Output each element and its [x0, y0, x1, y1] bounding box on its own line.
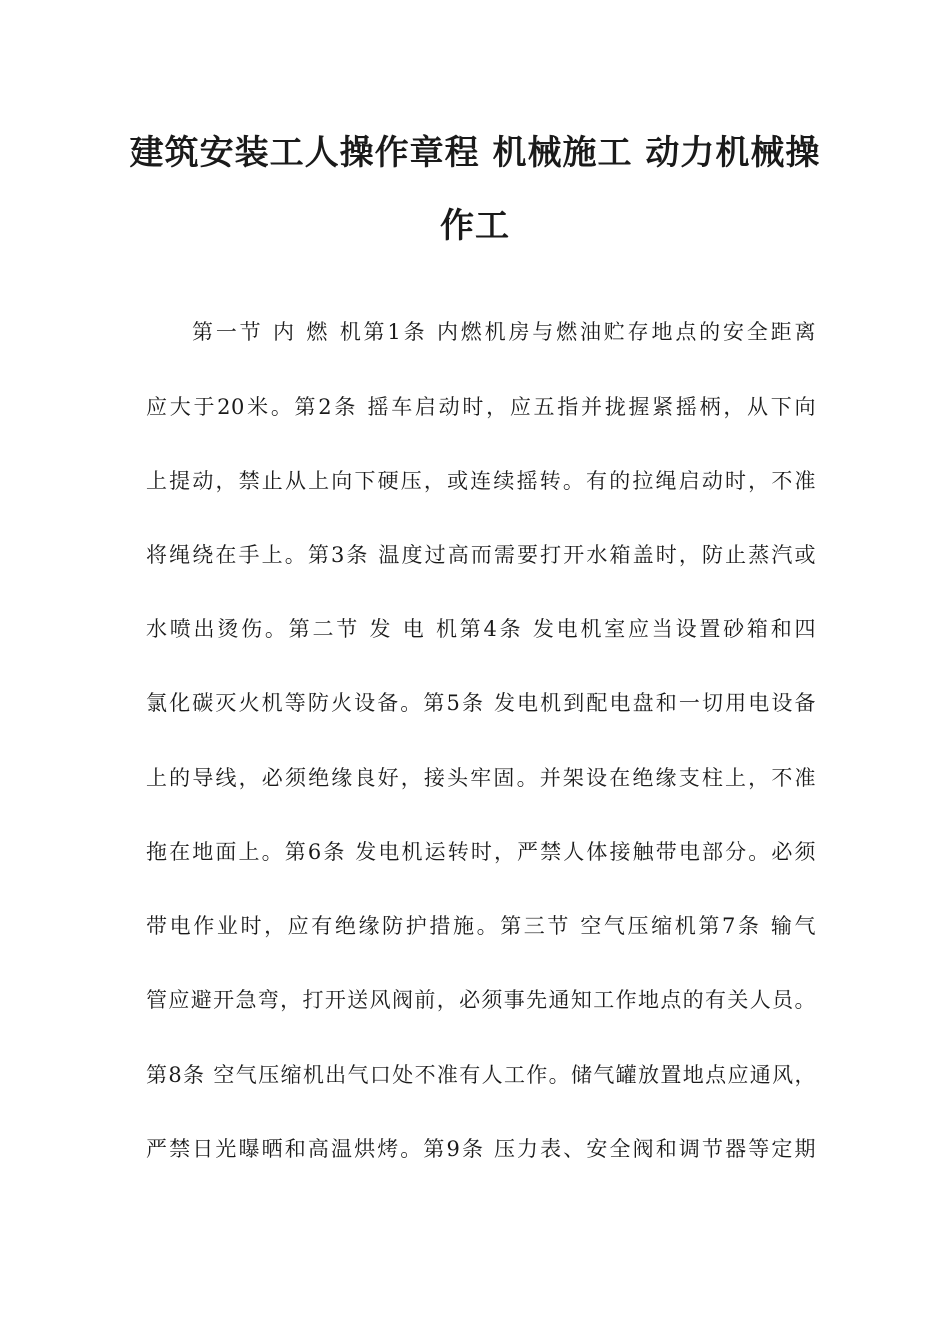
document-title-line-2: 作工: [440, 206, 510, 246]
document-title-line-1: 建筑安装工人操作章程 机械施工 动力机械操: [129, 133, 821, 173]
body-line: 第8条 空气压缩机出气口处不准有人工作。储气罐放置地点应通风，: [146, 1063, 816, 1087]
body-line: 应大于20米。第2条 摇车启动时，应五指并拢握紧摇柄，从下向: [146, 395, 816, 419]
body-line: 管应避开急弯，打开送风阀前，必须事先通知工作地点的有关人员。: [146, 988, 816, 1012]
body-line: 氯化碳灭火机等防火设备。第5条 发电机到配电盘和一切用电设备: [146, 691, 816, 715]
body-line: 上的导线，必须绝缘良好，接头牢固。并架设在绝缘支柱上，不准: [146, 766, 816, 790]
body-line: 拖在地面上。第6条 发电机运转时，严禁人体接触带电部分。必须: [146, 840, 816, 864]
body-line: 上提动，禁止从上向下硬压，或连续摇转。有的拉绳启动时，不准: [146, 469, 816, 493]
body-line: 将绳绕在手上。第3条 温度过高而需要打开水箱盖时，防止蒸汽或: [146, 543, 816, 567]
body-line: 带电作业时，应有绝缘防护措施。第三节 空气压缩机第7条 输气: [146, 914, 816, 938]
body-line: 水喷出烫伤。第二节 发 电 机第4条 发电机室应当设置砂箱和四: [146, 617, 816, 641]
body-line: 严禁日光曝晒和高温烘烤。第9条 压力表、安全阀和调节器等定期: [146, 1137, 816, 1161]
body-line: 第一节 内 燃 机第1条 内燃机房与燃油贮存地点的安全距离: [192, 320, 816, 344]
